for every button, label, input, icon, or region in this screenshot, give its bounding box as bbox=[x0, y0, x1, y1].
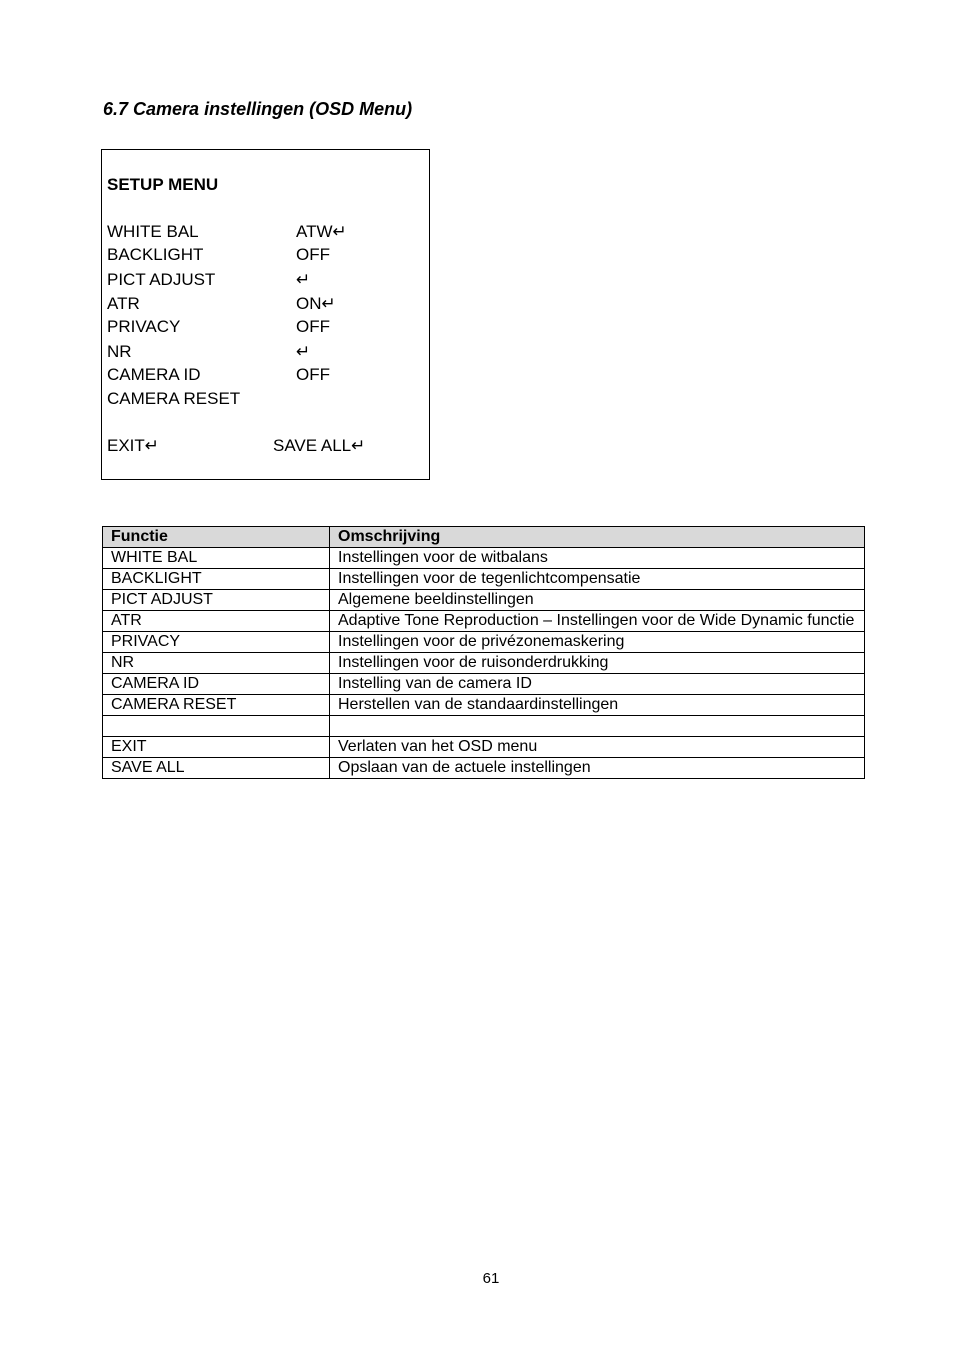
osd-item-backlight bbox=[107, 245, 425, 267]
osd-item-label: BACKLIGHT bbox=[107, 245, 204, 264]
table-cell-description: Opslaan van de actuele instellingen bbox=[330, 758, 865, 779]
osd-item-camera-reset bbox=[107, 389, 425, 411]
table-cell-function bbox=[103, 716, 330, 737]
table-cell-function: CAMERA RESET bbox=[103, 695, 330, 716]
table-cell-description: Instellingen voor de privézonemaskering bbox=[330, 632, 865, 653]
table-row bbox=[103, 632, 865, 653]
table-cell-function: PICT ADJUST bbox=[103, 590, 330, 611]
osd-setup-menu bbox=[101, 149, 430, 480]
osd-item-value: ATW↵ bbox=[296, 222, 347, 241]
table-row bbox=[103, 611, 865, 632]
table-cell-function: BACKLIGHT bbox=[103, 569, 330, 590]
table-row-empty bbox=[103, 716, 865, 737]
table-cell-function: CAMERA ID bbox=[103, 674, 330, 695]
table-cell-function: NR bbox=[103, 653, 330, 674]
table-cell-description: Instelling van de camera ID bbox=[330, 674, 865, 695]
osd-item-privacy bbox=[107, 317, 425, 339]
osd-save-all-label: SAVE ALL↵ bbox=[273, 436, 366, 455]
osd-item-label: CAMERA RESET bbox=[107, 389, 241, 408]
osd-item-label: PRIVACY bbox=[107, 317, 181, 336]
table-cell-description: Instellingen voor de witbalans bbox=[330, 548, 865, 569]
osd-item-value: OFF bbox=[296, 245, 330, 264]
osd-exit-label: EXIT↵ bbox=[107, 436, 160, 455]
osd-item-value: ↵ bbox=[296, 342, 311, 361]
table-row bbox=[103, 590, 865, 611]
table-cell-function: WHITE BAL bbox=[103, 548, 330, 569]
osd-item-value: ON↵ bbox=[296, 294, 336, 313]
osd-item-pict-adjust bbox=[107, 270, 425, 292]
osd-item-value: ↵ bbox=[296, 270, 311, 289]
osd-item-label: PICT ADJUST bbox=[107, 270, 216, 289]
table-row bbox=[103, 737, 865, 758]
table-cell-description: Instellingen voor de ruisonderdrukking bbox=[330, 653, 865, 674]
osd-item-white-bal bbox=[107, 222, 425, 244]
table-row bbox=[103, 653, 865, 674]
table-cell-description: Algemene beeldinstellingen bbox=[330, 590, 865, 611]
table-cell-description: Instellingen voor de tegenlichtcompensatie bbox=[330, 569, 865, 590]
osd-item-nr bbox=[107, 342, 425, 364]
table-row bbox=[103, 758, 865, 779]
table-cell-description bbox=[330, 716, 865, 737]
table-cell-function: SAVE ALL bbox=[103, 758, 330, 779]
table-cell-function: ATR bbox=[103, 611, 330, 632]
table-row bbox=[103, 548, 865, 569]
osd-item-label: ATR bbox=[107, 294, 140, 313]
table-cell-function: EXIT bbox=[103, 737, 330, 758]
table-cell-description: Verlaten van het OSD menu bbox=[330, 737, 865, 758]
table-row bbox=[103, 569, 865, 590]
function-description-table bbox=[102, 526, 865, 779]
osd-item-value: OFF bbox=[296, 317, 330, 336]
column-header-omschrijving: Omschrijving bbox=[330, 527, 865, 548]
table-header-row bbox=[103, 527, 865, 548]
osd-item-camera-id bbox=[107, 365, 425, 387]
table-cell-description: Herstellen van de standaardinstellingen bbox=[330, 695, 865, 716]
table-cell-function: PRIVACY bbox=[103, 632, 330, 653]
osd-item-label: WHITE BAL bbox=[107, 222, 199, 241]
page-number: 61 bbox=[482, 1270, 500, 1287]
osd-item-label: NR bbox=[107, 342, 132, 361]
osd-menu-title: SETUP MENU bbox=[107, 175, 219, 194]
osd-footer bbox=[107, 436, 425, 458]
osd-item-value: OFF bbox=[296, 365, 330, 384]
table-row bbox=[103, 695, 865, 716]
osd-item-label: CAMERA ID bbox=[107, 365, 201, 384]
table-row bbox=[103, 674, 865, 695]
column-header-functie: Functie bbox=[103, 527, 330, 548]
section-heading: 6.7 Camera instellingen (OSD Menu) bbox=[103, 99, 413, 119]
osd-item-atr bbox=[107, 294, 425, 316]
table-cell-description: Adaptive Tone Reproduction – Instellingen voor de Wide Dynamic functie bbox=[330, 611, 865, 632]
